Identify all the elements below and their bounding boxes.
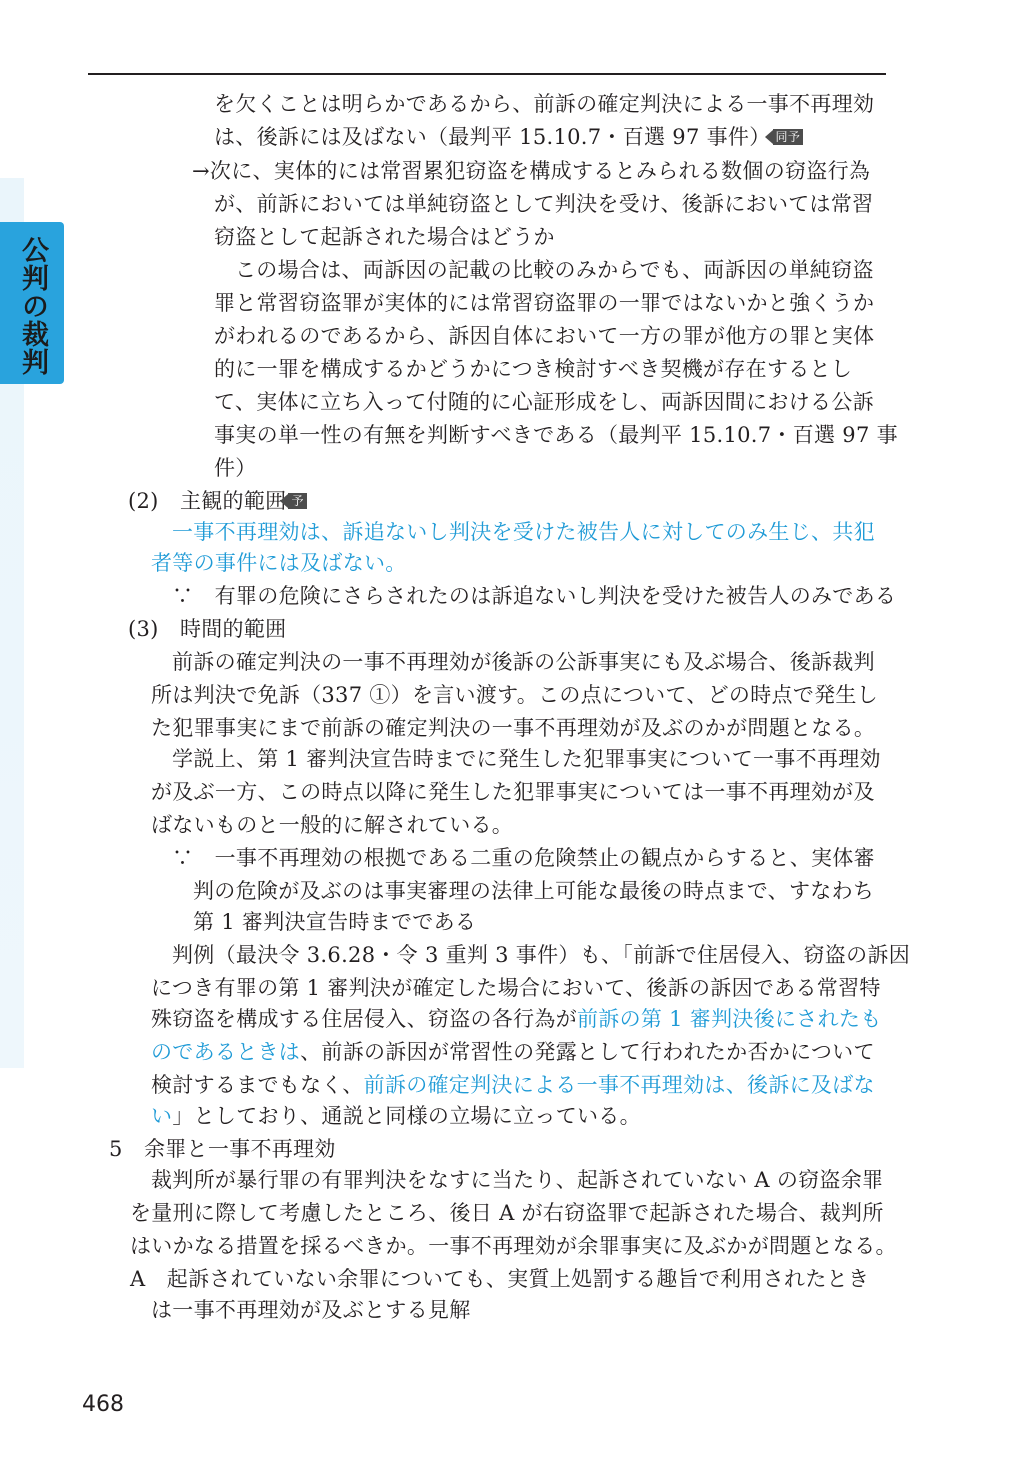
highlight-span: 前訴の確定判決による一事不再理効は、後訴に及ばな <box>363 1073 875 1097</box>
text-line: 判の危険が及ぶのは事実審理の法律上可能な最後の時点まで、すなわち <box>193 879 875 903</box>
text-line: のであるときは、前訴の訴因が常習性の発露として行われたか否かについて <box>151 1040 875 1064</box>
highlight-line: 者等の事件には及ばない。 <box>151 551 407 575</box>
chapter-tab[interactable] <box>0 222 64 384</box>
chapter-tab-label: 公判の裁判 <box>17 236 48 376</box>
text-line: が及ぶ一方、この時点以降に発生した犯罪事実については一事不再理効が及 <box>151 780 875 804</box>
text-line: が、前訴においては単純窃盗として判決を受け、後訴においては常習 <box>214 192 874 216</box>
text-line: 殊窃盗を構成する住居侵入、窃盗の各行為が前訴の第 1 審判決後にされたも <box>151 1007 882 1031</box>
text-line: ばないものと一般的に解されている。 <box>151 813 514 837</box>
text-line: この場合は、両訴因の記載の比較のみからでも、両訴因の単純窃盗 <box>235 258 874 282</box>
heading-subjective-scope: (2) 主観的範囲 予 <box>128 485 307 517</box>
page-number: 468 <box>82 1392 124 1417</box>
text-line: A 起訴されていない余罪についても、実質上処罰する趣旨で利用されたとき <box>130 1267 870 1291</box>
heading-section-5: 5 余罪と一事不再理効 <box>109 1137 336 1161</box>
text-line: につき有罪の第 1 審判決が確定した場合において、後訴の訴因である常習特 <box>151 976 881 1000</box>
text-line: 的に一罪を構成するかどうかにつき検討すべき契機が存在するとし <box>214 357 853 381</box>
text-line: 窃盗として起訴された場合はどうか <box>214 225 555 249</box>
text-line: 判例（最決令 3.6.28・令 3 重判 3 事件）も、「前訴で住居侵入、窃盗の訴因 <box>172 943 910 967</box>
highlight-span: のであるときは <box>151 1040 301 1064</box>
text-line: 所は判決で免訴（337 ①）を言い渡す。この点について、どの時点で発生し <box>151 683 879 707</box>
highlight-span: 前訴の第 1 審判決後にされたも <box>577 1007 882 1031</box>
text-line: い」としており、通説と同様の立場に立っている。 <box>151 1104 641 1128</box>
text-line: 事実の単一性の有無を判断すべきである（最判平 15.10.7・百選 97 事 <box>214 423 898 447</box>
text-line: た犯罪事実にまで前訴の確定判決の一事不再理効が及ぶのかが問題となる。 <box>151 716 876 740</box>
exam-badge: 予 <box>288 493 306 509</box>
text-line: は一事不再理効が及ぶとする見解 <box>151 1298 471 1322</box>
text-line: 学説上、第 1 審判決宣告時までに発生した犯罪事実について一事不再理効 <box>172 747 881 771</box>
text-line: はいかなる措置を採るべきか。一事不再理効が余罪事実に及ぶかが問題となる。 <box>130 1234 897 1258</box>
text-line: 裁判所が暴行罪の有罪判決をなすに当たり、起訴されていない A の窃盗余罪 <box>151 1168 884 1192</box>
text-line: 検討するまでもなく、前訴の確定判決による一事不再理効は、後訴に及ばな <box>151 1073 875 1097</box>
highlight-line: 一事不再理効は、訴追ないし判決を受けた被告人に対してのみ生じ、共犯 <box>172 520 875 544</box>
highlight-span: い <box>151 1104 173 1128</box>
heading-temporal-scope: (3) 時間的範囲 <box>128 617 287 641</box>
text-line: ∵ 有罪の危険にさらされたのは訴追ないし判決を受けた被告人のみである <box>172 584 897 608</box>
text-line: 前訴の確定判決の一事不再理効が後訴の公訴事実にも及ぶ場合、後訴裁判 <box>172 650 875 674</box>
text-line: は、後訴には及ばない（最判平 15.10.7・百選 97 事件） 同予 <box>214 121 803 153</box>
text-line: を欠くことは明らかであるから、前訴の確定判決による一事不再理効 <box>214 92 875 116</box>
top-rule <box>88 73 886 75</box>
text-line: て、実体に立ち入って付随的に心証形成をし、両訴因間における公訴 <box>214 390 874 414</box>
text-line: 罪と常習窃盗罪が実体的には常習窃盗罪の一罪ではないかと強くうか <box>214 291 875 315</box>
text-line: 件） <box>214 456 257 480</box>
text-line: 第 1 審判決宣告時までである <box>193 910 477 934</box>
text-line: ∵ 一事不再理効の根拠である二重の危険禁止の観点からすると、実体審 <box>172 846 875 870</box>
same-exam-badge: 同予 <box>773 129 804 145</box>
text-line: がわれるのであるから、訴因自体において一方の罪が他方の罪と実体 <box>214 324 875 348</box>
text-line: を量刑に際して考慮したところ、後日 A が右窃盗罪で起訴された場合、裁判所 <box>130 1201 884 1225</box>
text-line: →次に、実体的には常習累犯窃盗を構成するとみられる数個の窃盗行為 <box>192 159 871 183</box>
